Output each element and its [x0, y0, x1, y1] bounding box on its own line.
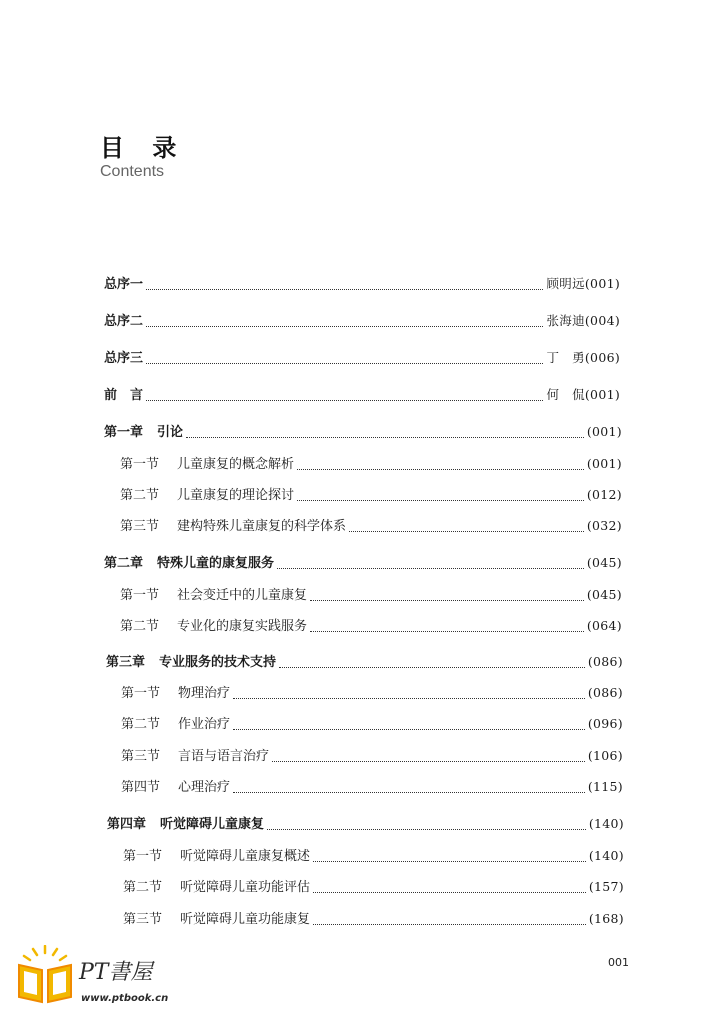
toc-entry-label: 前 言 [104, 388, 144, 403]
dot-leader [310, 619, 584, 632]
toc-section-1-3[interactable] [120, 516, 622, 536]
toc-entry-page: (001) [586, 456, 622, 471]
toc-section-1-2[interactable] [120, 485, 622, 505]
dot-leader [279, 655, 585, 668]
section-title: 建构特殊儿童康复的科学体系 [177, 519, 347, 534]
chapter-title: 特殊儿童的康复服务 [157, 556, 275, 571]
toc-chapter-3[interactable] [106, 652, 623, 672]
toc-entry-page: 何 侃(001) [546, 387, 620, 402]
toc-section-2-2[interactable] [120, 616, 622, 636]
toc-entry-preface-2[interactable] [104, 311, 620, 331]
toc-entry-page: (106) [587, 748, 623, 763]
watermark-logo [15, 945, 215, 1015]
section-number: 第一节 [123, 849, 163, 864]
toc-entry-page: (064) [586, 618, 622, 633]
dot-leader [349, 519, 584, 532]
chapter-title: 引论 [157, 425, 184, 440]
toc-entry-preface-1[interactable] [104, 274, 620, 294]
toc-entry-page: (140) [588, 848, 624, 863]
dot-leader [297, 488, 584, 501]
toc-chapter-4[interactable] [107, 814, 624, 834]
toc-section-2-1[interactable] [120, 585, 622, 605]
dot-leader [146, 277, 543, 290]
section-number: 第一节 [120, 457, 160, 472]
section-title: 作业治疗 [178, 717, 231, 732]
section-title: 心理治疗 [178, 780, 231, 795]
dot-leader [297, 457, 584, 470]
toc-section-4-2[interactable] [123, 877, 624, 897]
dot-leader [267, 817, 586, 830]
dot-leader [146, 388, 543, 401]
toc-entry-page: (032) [586, 518, 622, 533]
toc-chapter-2[interactable] [104, 553, 622, 573]
toc-entry-label: 总序三 [104, 351, 144, 366]
dot-leader [233, 717, 585, 730]
section-title: 听觉障碍儿童功能康复 [180, 912, 311, 927]
toc-chapter-1[interactable] [104, 422, 622, 442]
toc-entry-page: (001) [586, 424, 622, 439]
section-number: 第二节 [120, 488, 160, 503]
toc-entry-page: (140) [588, 816, 624, 831]
section-title: 儿童康复的概念解析 [177, 457, 295, 472]
toc-entry-page: 丁 勇(006) [546, 350, 620, 365]
watermark-brand: PT書屋 [79, 960, 153, 985]
dot-leader [313, 880, 586, 893]
toc-entry-page: (012) [586, 487, 622, 502]
section-title: 言语与语言治疗 [178, 749, 270, 764]
section-number: 第一节 [120, 588, 160, 603]
dot-leader [277, 556, 584, 569]
section-number: 第一节 [121, 686, 161, 701]
toc-entry-label: 总序一 [104, 277, 144, 292]
toc-entry-preface-3[interactable] [104, 348, 620, 368]
toc-section-1-1[interactable] [120, 454, 622, 474]
toc-entry-page: (086) [587, 685, 623, 700]
toc-section-3-4[interactable] [121, 777, 623, 797]
section-number: 第四节 [121, 780, 161, 795]
section-title: 物理治疗 [178, 686, 231, 701]
page-number: 001 [608, 956, 629, 969]
toc-section-3-1[interactable] [121, 683, 623, 703]
toc-entry-page: (157) [588, 879, 624, 894]
section-title: 社会变迁中的儿童康复 [177, 588, 308, 603]
toc-entry-page: (086) [587, 654, 623, 669]
chapter-number: 第四章 [107, 817, 147, 832]
toc-section-4-3[interactable] [123, 909, 624, 929]
dot-leader [313, 849, 586, 862]
watermark-url: www.ptbook.cn [81, 993, 169, 1004]
section-title: 专业化的康复实践服务 [177, 619, 308, 634]
dot-leader [233, 780, 585, 793]
page-subtitle: Contents [100, 163, 165, 180]
toc-entry-foreword[interactable] [104, 385, 620, 405]
toc-entry-page: (168) [588, 911, 624, 926]
book-icon [15, 945, 215, 1015]
section-number: 第三节 [120, 519, 160, 534]
chapter-title: 专业服务的技术支持 [159, 655, 277, 670]
section-number: 第二节 [121, 717, 161, 732]
dot-leader [313, 912, 586, 925]
section-number: 第三节 [121, 749, 161, 764]
chapter-number: 第三章 [106, 655, 146, 670]
toc-entry-page: (115) [587, 779, 623, 794]
section-number: 第二节 [120, 619, 160, 634]
dot-leader [146, 351, 543, 364]
toc-entry-page: (045) [586, 555, 622, 570]
page-title: 目 录 [100, 134, 187, 162]
chapter-number: 第一章 [104, 425, 144, 440]
toc-entry-page: 顾明远(001) [546, 276, 620, 291]
dot-leader [310, 588, 584, 601]
dot-leader [186, 425, 584, 438]
toc-entry-page: (096) [587, 716, 623, 731]
chapter-title: 听觉障碍儿童康复 [160, 817, 265, 832]
toc-entry-page: 张海迪(004) [546, 313, 620, 328]
dot-leader [272, 749, 585, 762]
toc-section-3-2[interactable] [121, 714, 623, 734]
section-title: 听觉障碍儿童功能评估 [180, 880, 311, 895]
toc-entry-label: 总序二 [104, 314, 144, 329]
dot-leader [146, 314, 543, 327]
section-title: 儿童康复的理论探讨 [177, 488, 295, 503]
toc-section-3-3[interactable] [121, 746, 623, 766]
dot-leader [233, 686, 585, 699]
section-number: 第三节 [123, 912, 163, 927]
section-number: 第二节 [123, 880, 163, 895]
chapter-number: 第二章 [104, 556, 144, 571]
section-title: 听觉障碍儿童康复概述 [180, 849, 311, 864]
toc-entry-page: (045) [586, 587, 622, 602]
toc-section-4-1[interactable] [123, 846, 624, 866]
